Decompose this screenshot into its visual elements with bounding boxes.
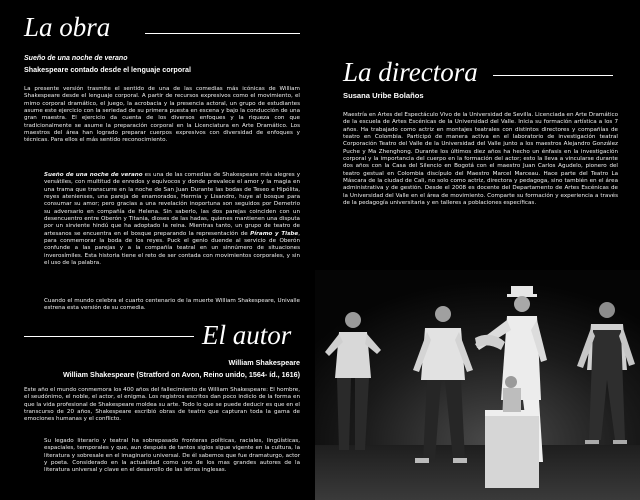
autor-title-rule bbox=[24, 336, 194, 337]
obra-subtitle-2: Shakespeare contado desde el lenguaje corporal bbox=[24, 65, 191, 74]
obra-p2-end: , para conmemorar la boda de los reyes. Puck el genio duende al servicio de Oberón confunde a las parejas y a la compañía teatral en un sinnúmero de situaciones inverosímiles. Esta historia tiene el reto de ser contada con movimientos corporales, y sin el uso de la palabra. bbox=[44, 230, 301, 267]
obra-p2-text: es una de las comedias de Shakespeare más alegres y versátiles, con multitud de enredos y equívocos y donde prevalece el amor y la magia en una trama que transcurre en la noche de San Juan Durante las bodas de Teseo e Hipólita, reyes atenienses, una pareja de enamorados, Hermia y Lisandro, huye al bosque para consumar su amor; pero gracias a una revelación inoportuna son seguidos por Demetrio su adversario en compañía de Helena. Sin saberlo, las dos parejas coinciden con un desencuentro entre Oberón y Titania, dioses de las hadas, quienes mantienen una disputa por un sirviente hindú que ha adoptado la reina. Mientras tanto, un grupo de teatro de artesanos se encuentra en el bosque preparando la representación de bbox=[44, 172, 301, 237]
obra-p2-lead: Sueño de una noche de verano bbox=[44, 172, 143, 178]
stage-photo-graphic bbox=[315, 270, 640, 500]
obra-paragraph-2 bbox=[44, 172, 300, 267]
obra-paragraph-1: La presente versión trasmite el sentido de una de las comedias más icónicas de William Shakespeare desde el lenguaje corporal. A partir de recursos expresivos como el movimiento, el mimo corporal dramático, el juego, la acrobacia y la presencia actoral, un grupo de estudiantes asume este ejercicio con la seriedad de su primera puesta en escena y bajo la conducción de una gran maestra. El ejercicio da cuenta de los diversos enfoques y la riqueza con que tradicionalmente se asume la preparación corporal en la Licenciatura en Arte Dramático. Los maestros del área han logrado preparar cuerpos expresivos con diversidad de enfoques y técnicas. Para ellos el más sentido reconocimiento. bbox=[24, 86, 300, 144]
obra-subtitle: Sueño de una noche de verano bbox=[24, 55, 128, 62]
autor-paragraph-2: Su legado literario y teatral ha sobrepasado fronteras políticas, raciales, lingüísticas, espaciales, temporales y que, aun después de tantos siglos sigue vigente en la cultura, la literatura y sobresale en el imaginario universal. De él sabemos que fue dramaturgo, actor y poeta. Considerado en la actualidad como uno de los mas grandes autores de la literatura universal y clave en el desarrollo de las letras inglesas. bbox=[44, 438, 300, 474]
obra-title-rule bbox=[145, 33, 300, 34]
autor-name: William Shakespeare bbox=[228, 358, 300, 367]
directora-title: La directora bbox=[343, 57, 478, 87]
obra-p2-play: Píramo y Tisbe bbox=[250, 230, 299, 237]
directora-name: Susana Uribe Bolaños bbox=[343, 91, 424, 100]
obra-paragraph-3: Cuando el mundo celebra el cuarto centenario de la muerte William Shakespeare, Univalle estrena esta versión de su comedia. bbox=[44, 298, 300, 312]
directora-title-rule bbox=[493, 75, 613, 76]
autor-birth: William Shakespeare (Stratford on Avon, Reino unido, 1564- íd., 1616) bbox=[62, 370, 300, 379]
stage-photo bbox=[315, 270, 640, 500]
autor-paragraph-1: Este año el mundo conmemora los 400 años del fallecimiento de William Shakespeare: El hombre, el seudónimo, el noble, el actor, el enigma. Los registros escritos dan poco indicio de la forma en que la vida profesional de Shakespeare moldea su arte. Todo lo que se puede deducir es que en el transcurso de 20 años, Shakespeare escribió obras de teatro que capturan toda la gama de emociones humanas y el conflicto. bbox=[24, 387, 300, 423]
autor-title: El autor bbox=[202, 320, 292, 350]
obra-title: La obra bbox=[24, 12, 111, 42]
directora-paragraph: Maestría en Artes del Espectáculo Vivo de la Universidad de Sevilla. Licenciada en Arte Dramático de la escuela de Artes Escénicas de la Universidad del Valle. Inicia su formación artística a los 7 años. Ha trabajado como actriz en montajes teatrales con distintos directores y compañías de teatro en Colombia. Participó de manera activa en el laboratorio de investigación teatral Corporación Teatro del Valle de la Universidad del Valle junto a los maestros Alejandro González Puche y Ma Zhenghong. Durante los últimos diez años ha hecho un énfasis en la investigación corporal y la importancia del cuerpo en la formación del actor; esto la lleva a vincularse durante dos años con la Casa del Silencio en Bogotá con el maestro Juan Carlos Agudelo, pionero del teatro gestual en Colombia discípulo del Maestro Marcel Marceau. Hace parte del Teatro La Máscara de la ciudad de Cali, no solo como actriz, directora y pedagoga, sino también en el área administrativa y de gestión. Desde el 2008 es docente del Departamento de Artes Escénicas de la Universidad del Valle en el área de movimiento. Comparte su formación y experiencia a través de la pedagogía universitaria y en talleres a poblaciones específicas. bbox=[343, 112, 618, 207]
